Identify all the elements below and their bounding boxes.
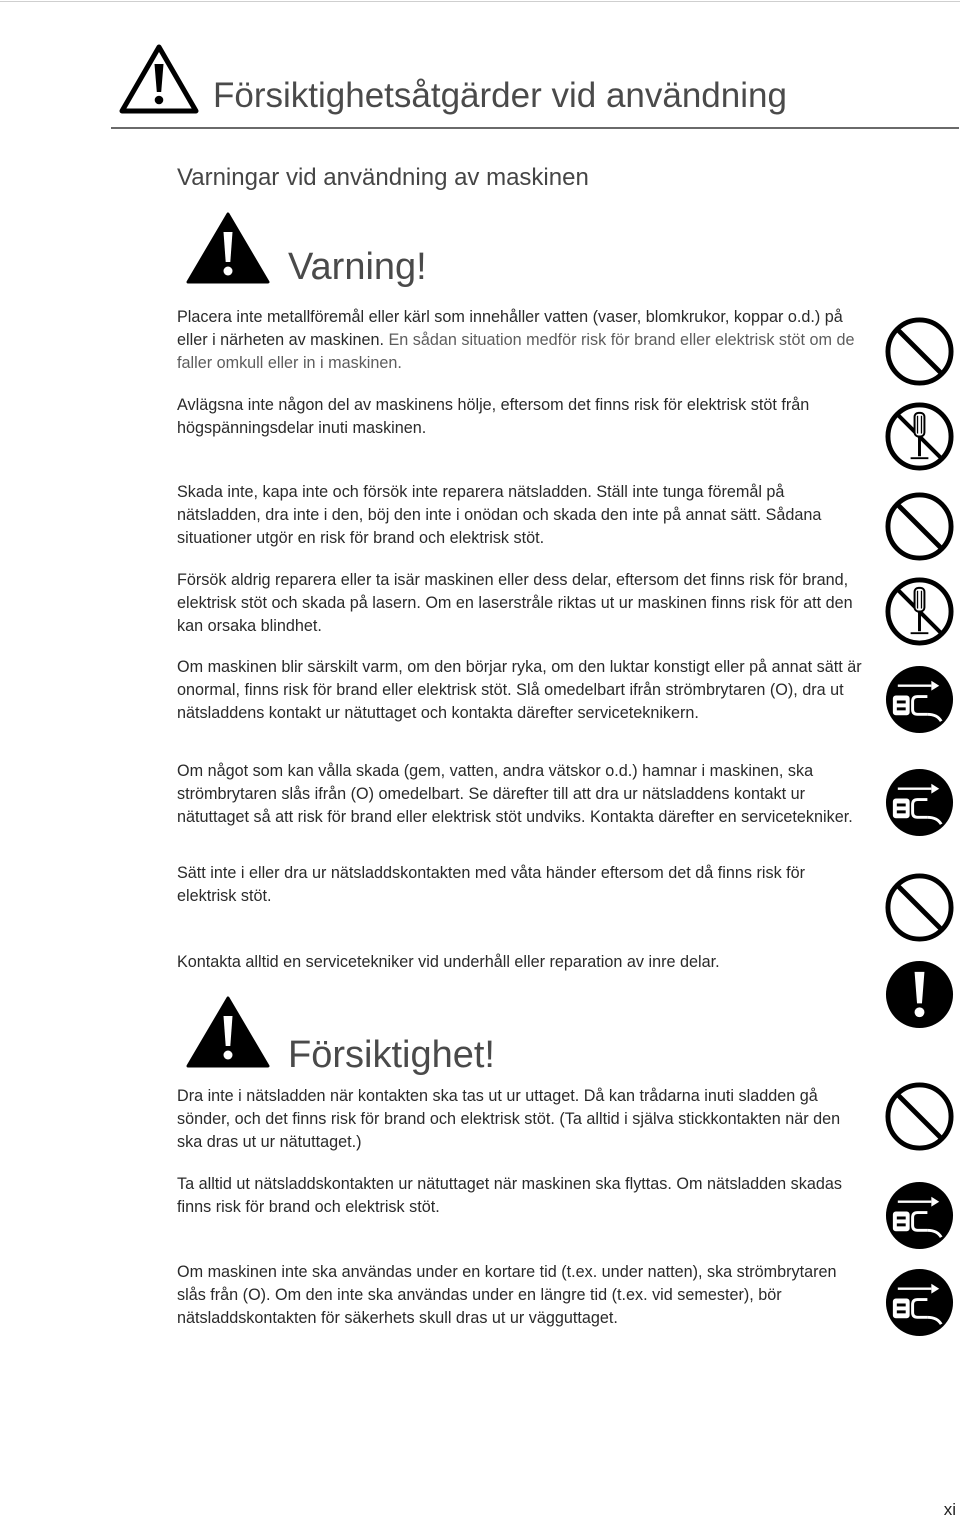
warning-paragraph-main: Placera inte metallföremål eller kärl som innehåller vatten (vaser, blomkrukor, koppar o.d.) på eller i närheten av maskinen. [177, 308, 843, 349]
caution-paragraph-detail: Då kan trådarna inuti sladden gå sönder, och det finns risk för brand och elektrisk stöt. (Ta alltid i själva stickkontakten när den ska dras ut ur nätuttaget.) [177, 1087, 841, 1151]
warning-triangle-icon [119, 44, 199, 114]
warning-paragraph-main: Sätt inte i eller dra ur nätsladdskontakten med våta händer eftersom det då finns risk för elektrisk stöt. [177, 864, 806, 905]
unplug-icon [884, 767, 955, 838]
warning-paragraph-main: Om maskinen blir särskilt varm, om den börjar ryka, om den luktar konstigt eller på annat sätt är onormal, finns risk för brand eller elektrisk stöt. [177, 658, 862, 699]
warning-heading: Varning! [288, 246, 427, 288]
prohibition-icon [884, 872, 955, 943]
caution-paragraph-detail: Om den inte ska användas under en längre tid (t.ex. vid semester), bör nätsladdskontakten för säkerhets skull dras ut ur vägguttaget. [177, 1286, 782, 1327]
page-top-border [0, 1, 960, 2]
page-title: Försiktighetsåtgärder vid användning [213, 76, 787, 115]
section-heading: Varningar vid användning av maskinen [177, 164, 589, 191]
caution-paragraph-main: Ta alltid ut nätsladdskontakten ur nätuttaget när maskinen ska flyttas. [177, 1175, 672, 1193]
warning-paragraph-detail: Om en laserstråle riktas ut ur maskinen finns risk för att den kan orsaka blindhet. [177, 594, 853, 635]
warning-filled-triangle-icon [186, 212, 270, 284]
prohibition-icon [884, 1081, 955, 1152]
warning-paragraph [177, 951, 867, 974]
caution-paragraph-main: Dra inte i nätsladden när kontakten ska tas ut ur uttaget. [177, 1087, 580, 1105]
warning-paragraph-detail: Se därefter till att dra ur nätsladdens kontakt ur nätuttaget så att risk för brand eller elektrisk stöt undviks. Kontakta därefter en servicetekniker. [177, 785, 853, 826]
warning-paragraph [177, 862, 867, 908]
warning-paragraph-main: Om något som kan vålla skada (gem, vatten, andra vätskor o.d.) hamnar i maskinen, ska strömbrytaren slås ifrån (O) omedelbart. [177, 762, 814, 803]
warning-paragraph [177, 306, 867, 375]
warning-paragraph [177, 569, 867, 638]
page-number: xi [943, 1500, 956, 1519]
unplug-icon [884, 664, 955, 735]
caution-paragraph-detail: Om nätsladden skadas finns risk för brand och elektrisk stöt. [177, 1175, 842, 1216]
prohibition-icon [884, 491, 955, 562]
do-not-disassemble-icon [884, 401, 955, 472]
warning-paragraph-detail: Slå omedelbart ifrån strömbrytaren (O), dra ut nätsladdens kontakt ur nätuttaget och kontakta därefter serviceteknikern. [177, 681, 844, 722]
warning-paragraph-detail: En sådan situation medför risk för brand eller elektrisk stöt om de faller omkull eller in i maskinen. [177, 331, 855, 372]
caution-paragraph-main: Om maskinen inte ska användas under en kortare tid (t.ex. under natten), ska strömbrytaren slås från (O). [177, 1263, 837, 1304]
unplug-icon [884, 1267, 955, 1338]
warning-paragraph [177, 760, 867, 829]
caution-paragraph [177, 1085, 867, 1154]
warning-paragraph [177, 394, 867, 440]
do-not-disassemble-icon [884, 576, 955, 647]
mandatory-action-icon [884, 959, 955, 1030]
warning-paragraph-main: Skada inte, kapa inte och försök inte reparera nätsladden. [177, 483, 592, 501]
caution-paragraph [177, 1261, 867, 1330]
warning-paragraph [177, 481, 867, 550]
warning-paragraph [177, 656, 867, 725]
caution-paragraph [177, 1173, 867, 1219]
prohibition-icon [884, 316, 955, 387]
warning-paragraph-main: Kontakta alltid en servicetekniker vid underhåll eller reparation av inre delar. [177, 953, 720, 971]
warning-paragraph-main: Avlägsna inte någon del av maskinens hölje, eftersom det finns risk för elektrisk stöt från högspänningsdelar inuti maskinen. [177, 396, 810, 437]
title-rule [111, 127, 959, 129]
caution-heading: Försiktighet! [288, 1034, 495, 1076]
caution-filled-triangle-icon [186, 996, 270, 1068]
warning-paragraph-main: Försök aldrig reparera eller ta isär maskinen eller dess delar, eftersom det finns risk för brand, elektrisk stöt och skada på lasern. [177, 571, 849, 612]
unplug-icon [884, 1180, 955, 1251]
warning-paragraph-detail: Ställ inte tunga föremål på nätsladden, dra inte i den, böj den inte i onödan och skada den inte på annat sätt. Sådana situationer utgör en risk för brand och elektrisk stöt. [177, 483, 822, 547]
